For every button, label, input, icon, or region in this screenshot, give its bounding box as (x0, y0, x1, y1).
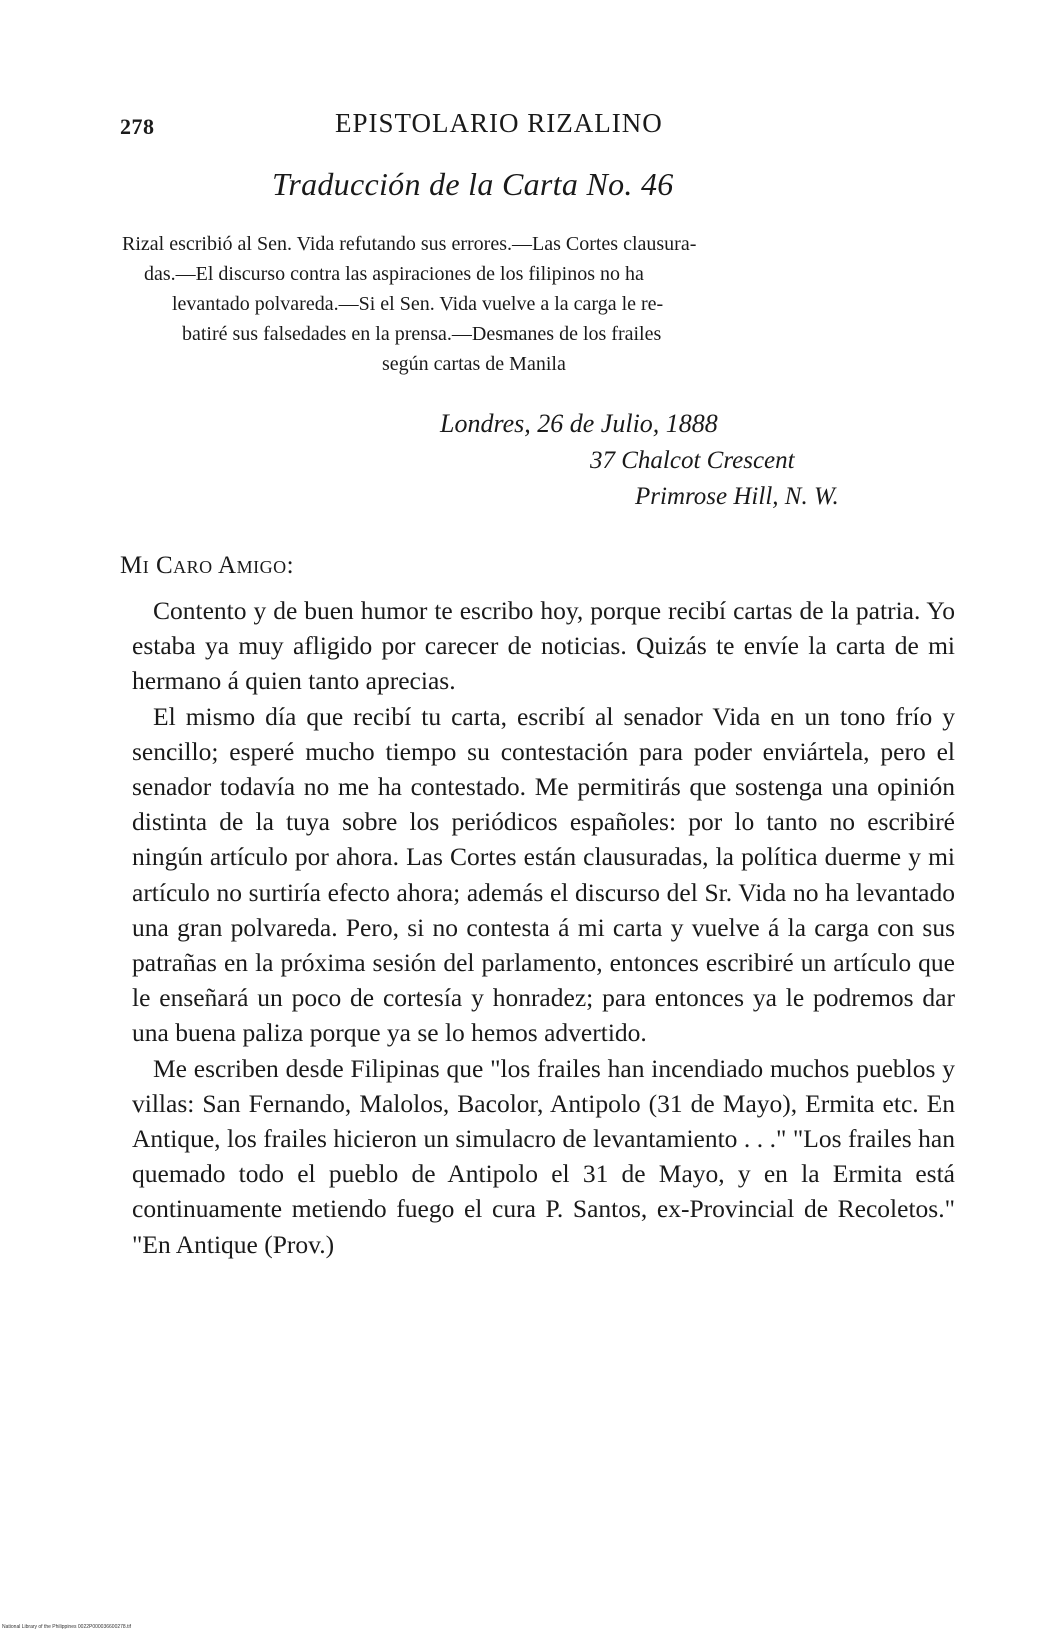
body-paragraph: El mismo día que recibí tu carta, escribí al senador Vida en un tono frío y sencillo; esperé mucho tiempo su contestación para poder enviártela, pero el senador todavía no me ha contestado. Me permitirás que sostenga una opinión distinta de la tuya sobre los periódicos españoles: por lo tanto no escribiré ningún artículo por ahora. Las Cortes están clausuradas, la política duerme y mi artículo no surtiría efecto ahora; además el discurso del Sr. Vida no ha levantado una gran polvareda. Pero, si no contesta á mi carta y vuelve á la carga con sus patrañas en la próxima sesión del parlamento, entonces escribiré un artículo que le enseñará un poco de cortesía y honradez; para entonces ya le podremos dar una buena paliza porque ya se lo hemos advertido. (132, 701, 955, 1048)
body-paragraph: Me escriben desde Filipinas que "los frailes han incendiado muchos pueblos y villas: San Fernando, Malolos, Bacolor, Antipolo (31 de Mayo), Ermita etc. En Antique, los frailes hicieron un simulacro de levantamiento . . ." "Los frailes han quemado todo el pueblo de Antipolo el 31 de Mayo, y en la Ermita está continuamente metiendo fuego el cura P. Santos, ex-Provincial de Recoletos." "En Antique (Prov.) (132, 1053, 955, 1259)
scan-credit: National Library of the Philippines 0022P000036600278.tif (2, 1624, 131, 1630)
letter-summary (122, 229, 932, 379)
running-head: EPISTOLARIO RIZALINO (335, 108, 663, 138)
salutation: Mi Caro Amigo: (120, 552, 295, 579)
summary-line: batiré sus falsedades en la prensa.—Desmanes de los frailes (182, 323, 662, 345)
address-line: 37 Chalcot Crescent (590, 447, 795, 474)
letter-title: Traducción de la Carta No. 46 (272, 166, 674, 202)
page-number: 278 (120, 114, 155, 139)
summary-line: das.—El discurso contra las aspiraciones de los filipinos no ha (144, 263, 644, 285)
address-line: Primrose Hill, N. W. (635, 483, 839, 510)
summary-line: según cartas de Manila (382, 353, 566, 375)
summary-line: levantado polvareda.—Si el Sen. Vida vuelve a la carga le re- (172, 293, 664, 315)
body-paragraph: Contento y de buen humor te escribo hoy, porque recibí cartas de la patria. Yo estaba ya muy afligido por carecer de noticias. Quizás te envíe la carta de mi hermano á quien tanto aprecias. (132, 596, 955, 696)
summary-line: Rizal escribió al Sen. Vida refutando sus errores.—Las Cortes clausura- (122, 233, 697, 255)
place-and-date: Londres, 26 de Julio, 1888 (440, 409, 718, 438)
letter-body (132, 593, 955, 1262)
